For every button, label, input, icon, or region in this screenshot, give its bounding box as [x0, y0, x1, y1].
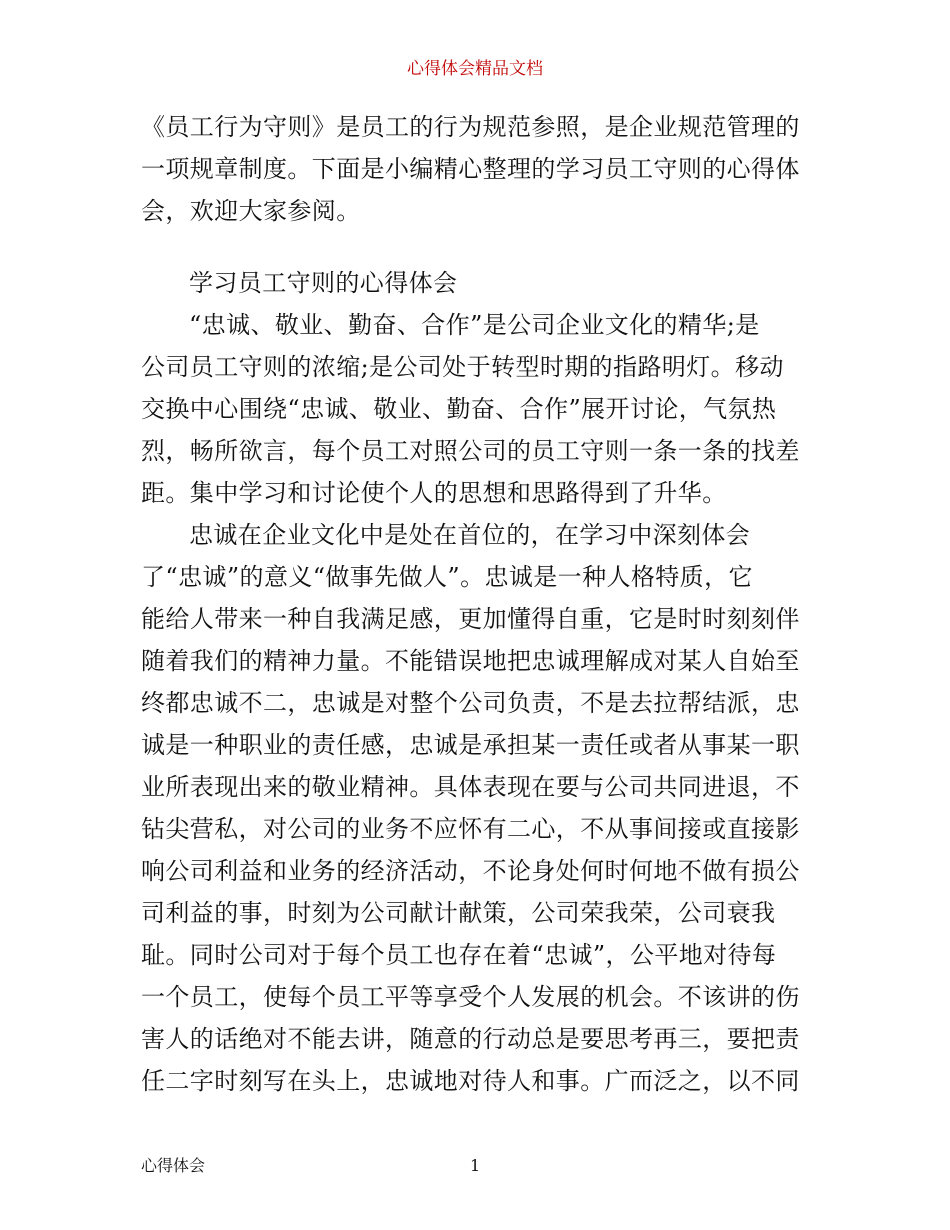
paragraph1-line: 距。集中学习和讨论使个人的思想和思路得到了升华。 — [141, 479, 727, 507]
page-number: 1 — [470, 1156, 481, 1175]
footer-label: 心得体会 — [141, 1156, 206, 1175]
paragraph1-line: “忠诚、敬业、勤奋、合作”是公司企业文化的精华;是 — [189, 311, 760, 339]
page-header-title: 心得体会精品文档 — [407, 59, 543, 79]
paragraph2-line: 响公司利益和业务的经济活动，不论身处何时何地不做有损公 — [141, 857, 800, 885]
paragraph2-line: 随着我们的精神力量。不能错误地把忠诚理解成对某人自始至 — [141, 647, 800, 675]
intro-line: 一项规章制度。下面是小编精心整理的学习员工守则的心得体 — [141, 155, 800, 183]
paragraph2-line: 终都忠诚不二，忠诚是对整个公司负责，不是去拉帮结派，忠 — [141, 689, 800, 717]
paragraph2-line: 能给人带来一种自我满足感，更加懂得自重，它是时时刻刻伴 — [141, 605, 800, 633]
paragraph2-line: 了“忠诚”的意义“做事先做人”。忠诚是一种人格特质，它 — [141, 563, 753, 591]
paragraph2-line: 业所表现出来的敬业精神。具体表现在要与公司共同进退，不 — [141, 773, 800, 801]
paragraph2-line: 耻。同时公司对于每个员工也存在着“忠诚”，公平地对待每 — [141, 941, 777, 969]
paragraph2-line: 任二字时刻写在头上，忠诚地对待人和事。广而泛之，以不同 — [141, 1067, 800, 1095]
intro-line: 会，欢迎大家参阅。 — [141, 197, 361, 225]
intro-line: 《员工行为守则》是员工的行为规范参照，是企业规范管理的 — [141, 113, 800, 141]
paragraph2-line: 司利益的事，时刻为公司献计献策，公司荣我荣，公司衰我 — [141, 899, 776, 927]
paragraph2-line: 害人的话绝对不能去讲，随意的行动总是要思考再三，要把责 — [141, 1025, 800, 1053]
paragraph1-line: 交换中心围绕“忠诚、敬业、勤奋、合作”展开讨论，气氛热 — [141, 395, 777, 423]
paragraph2-line: 诚是一种职业的责任感，忠诚是承担某一责任或者从事某一职 — [141, 731, 800, 759]
document-body — [141, 106, 813, 1102]
paragraph-spacer — [141, 232, 813, 262]
paragraph2-line: 一个员工，使每个员工平等享受个人发展的机会。不该讲的伤 — [141, 983, 800, 1011]
paragraph2-line: 钻尖营私，对公司的业务不应怀有二心，不从事间接或直接影 — [141, 815, 800, 843]
paragraph1-line: 烈，畅所欲言，每个员工对照公司的员工守则一条一条的找差 — [141, 437, 800, 465]
paragraph1-line: 公司员工守则的浓缩;是公司处于转型时期的指路明灯。移动 — [141, 353, 784, 381]
section-title: 学习员工守则的心得体会 — [189, 269, 458, 297]
paragraph2-line: 忠诚在企业文化中是处在首位的，在学习中深刻体会 — [189, 521, 751, 549]
